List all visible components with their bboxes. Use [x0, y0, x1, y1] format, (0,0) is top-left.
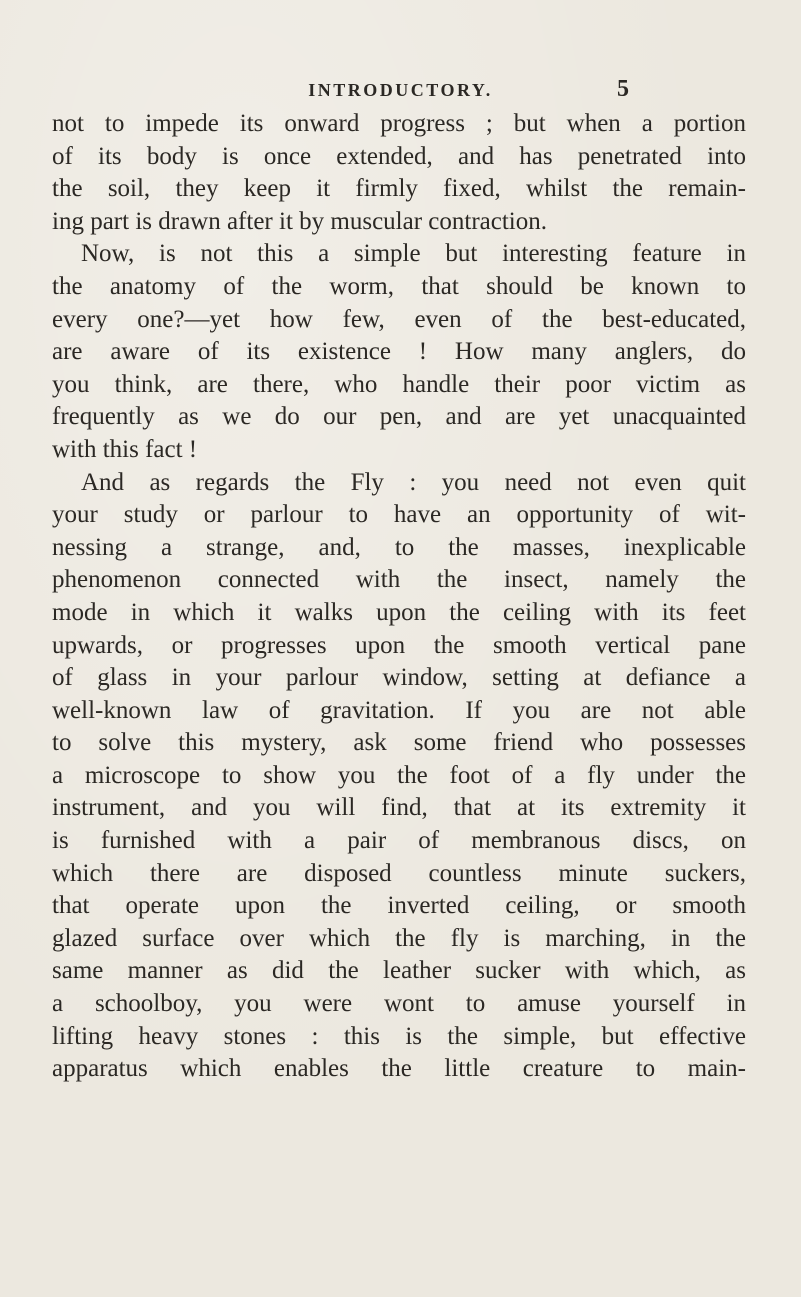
text-line: a schoolboy, you were wont to amuse yourself in [52, 990, 746, 1018]
text-line: well-known law of gravitation. If you are not able [52, 696, 746, 724]
text-line: the anatomy of the worm, that should be known to [52, 272, 746, 300]
text-line: the soil, they keep it firmly fixed, whilst the remain- [52, 175, 746, 203]
text-line: of its body is once extended, and has penetrated into [52, 142, 746, 170]
text-line: And as regards the Fly : you need not even quit [81, 468, 746, 496]
text-line: same manner as did the leather sucker with which, as [52, 957, 746, 985]
text-line: are aware of its existence ! How many anglers, do [52, 338, 746, 366]
text-line: mode in which it walks upon the ceiling with its feet [52, 598, 746, 626]
text-line: to solve this mystery, ask some friend who possesses [52, 729, 746, 757]
body-text [52, 108, 746, 1086]
text-line: that operate upon the inverted ceiling, or smooth [52, 892, 746, 920]
running-head [0, 76, 801, 106]
running-title: INTRODUCTORY. [308, 80, 493, 100]
text-line: nessing a strange, and, to the masses, inexplicable [52, 533, 746, 561]
text-line: your study or parlour to have an opportunity of wit- [52, 501, 746, 529]
text-line: every one?—yet how few, even of the best-educated, [52, 305, 746, 333]
text-line: frequently as we do our pen, and are yet unacquainted [52, 403, 746, 431]
text-line: lifting heavy stones : this is the simple, but effective [52, 1022, 746, 1050]
text-line: not to impede its onward progress ; but when a portion [52, 110, 746, 137]
text-line: phenomenon connected with the insect, namely the [52, 566, 746, 594]
text-line: is furnished with a pair of membranous discs, on [52, 827, 746, 855]
text-line: you think, are there, who handle their poor victim as [52, 370, 746, 398]
text-line: glazed surface over which the fly is marching, in the [52, 924, 746, 952]
text-line: of glass in your parlour window, setting at defiance a [52, 664, 746, 692]
text-line: with this fact ! [52, 435, 198, 463]
page-number: 5 [617, 76, 629, 102]
text-line: instrument, and you will find, that at its extremity it [52, 794, 746, 822]
text-line: Now, is not this a simple but interesting feature in [81, 240, 746, 268]
text-line: a microscope to show you the foot of a fly under the [52, 761, 746, 789]
text-line: ing part is drawn after it by muscular contraction. [52, 207, 547, 235]
text-line: which there are disposed countless minute suckers, [52, 859, 746, 887]
text-line: apparatus which enables the little creature to main- [52, 1055, 746, 1083]
text-line: upwards, or progresses upon the smooth vertical pane [52, 631, 746, 659]
